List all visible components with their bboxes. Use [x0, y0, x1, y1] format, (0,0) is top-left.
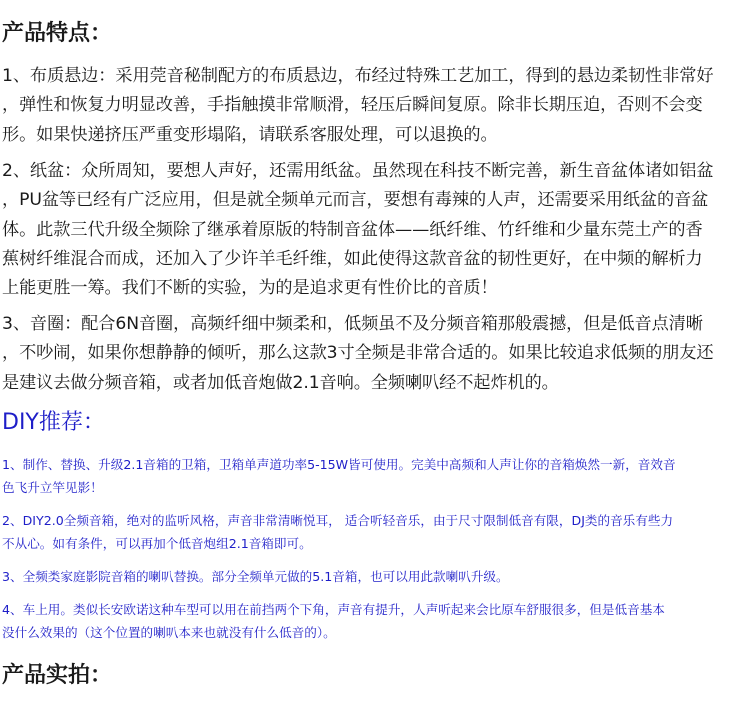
paragraph-line: ，PU盆等已经有广泛应用，但是就全频单元而言，要想有毒辣的人声，还需要采用纸盆的音盆 [2, 190, 709, 211]
feature-paragraph-suspension [2, 62, 748, 150]
paragraph-line: 1、布质悬边：采用莞音秘制配方的布质悬边，布经过特殊工艺加工，得到的悬边柔韧性非常好 [2, 66, 714, 86]
diy-line: 2、DIY2.0全频音箱，绝对的监听风格，声音非常清晰悦耳， 适合听轻音乐，由于尺寸限制低音有限，DJ类的音乐有些力 [2, 513, 674, 528]
diy-line: 没什么效果的（这个位置的喇叭本来也就没有什么低音的）。 [2, 624, 336, 640]
diy-line: 3、全频类家庭影院音箱的喇叭替换。部分全频单元做的5.1音箱，也可以用此款喇叭升级。 [2, 569, 509, 584]
paragraph-line: 3、音圈：配合6N音圈，高频纤细中频柔和，低频虽不及分频音箱那般震撼，但是低音点清晰 [2, 314, 703, 334]
paragraph-line: 形。如果快递挤压严重变形塌陷，请联系客服处理，可以退换的。 [2, 124, 498, 145]
paragraph-line: 2、纸盆：众所周知，要想人声好，还需用纸盆。虽然现在科技不断完善，新生音盆体诸如铝盆 [2, 161, 714, 181]
paragraph-line: ，弹性和恢复力明显改善，手指触摸非常顺滑，轻压后瞬间复原。除非长期压迫，否则不会变 [2, 95, 703, 116]
diy-item-car [2, 599, 748, 644]
diy-line: 色飞升立竿见影！ [2, 479, 103, 495]
diy-line: 4、车上用。类似长安欧诺这种车型可以用在前挡两个下角，声音有提升，人声听起来会比原车舒服很多，但是低音基本 [2, 602, 665, 617]
features-title: 产品特点： [2, 21, 113, 46]
feature-paragraph-paper-cone [2, 157, 748, 303]
diy-line: 1、制作、替换、升级2.1音箱的卫箱，卫箱单声道功率5-15W皆可使用。完美中高频和人声让你的音箱焕然一新，音效音 [2, 457, 676, 472]
paragraph-line: 蕉树纤维混合而成，还加入了少许羊毛纤维，如此使得这款音盆的韧性更好，在中频的解析力 [2, 248, 703, 269]
diy-line: 不从心。如有条件，可以再加个低音炮组2.1音箱即可。 [2, 535, 312, 551]
paragraph-line: ，不吵闹，如果你想静静的倾听，那么这款3寸全频是非常合适的。如果比较追求低频的朋友还 [2, 343, 714, 364]
paragraph-line: 体。此款三代升级全频除了继承着原版的特制音盆体——纸纤维、竹纤维和少量东莞土产的香 [2, 219, 703, 240]
feature-paragraph-voice-coil [2, 310, 748, 398]
diy-item-fullrange-box [2, 510, 748, 555]
paragraph-line: 上能更胜一筹。我们不断的实验，为的是追求更有性价比的音质！ [2, 278, 498, 299]
photos-title: 产品实拍： [2, 663, 113, 688]
paragraph-line: 是建议去做分频音箱，或者加低音炮做2.1音响。全频喇叭经不起炸机的。 [2, 372, 559, 393]
diy-item-satellite [2, 454, 748, 499]
diy-title: DIY推荐： [2, 410, 105, 435]
diy-item-home-theater [2, 566, 748, 589]
